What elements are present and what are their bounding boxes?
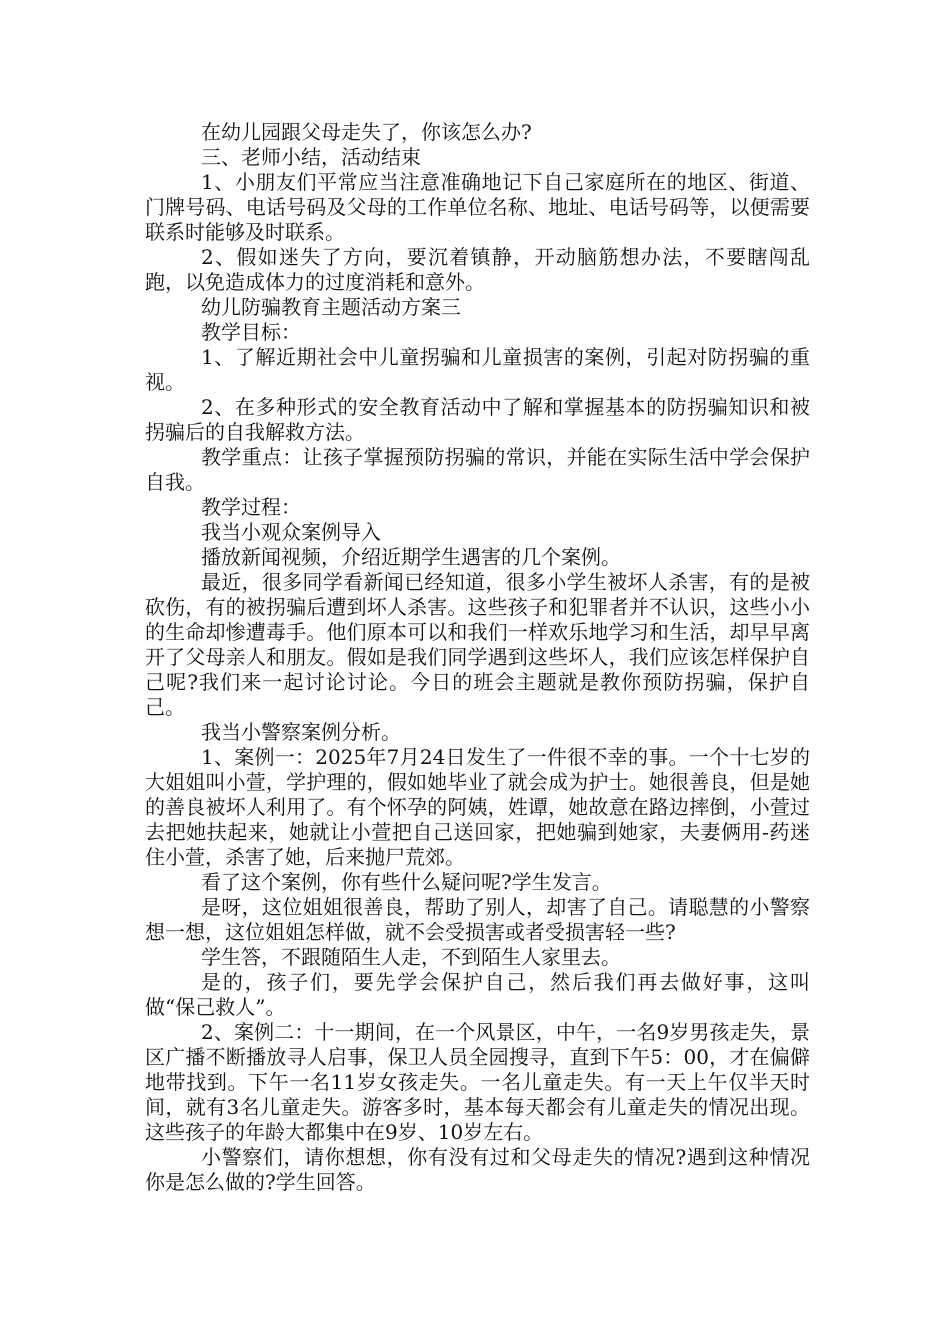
- paragraph-20: 2、案例二：十一期间，在一个风景区，中午，一名9岁男孩走失，景区广播不断播放寻人启事，保卫人员全园搜寻，直到下午5：00，才在偏僻地带找到。下午一名11岁女孩走失。一名儿童走失。有一天上午仅半天时间，就有3名儿童走失。游客多时，基本每天都会有儿童走失的情况出现。这些孩子的年龄大都集中在9岁、10岁左右。: [145, 1020, 810, 1144]
- paragraph-8: 2、在多种形式的安全教育活动中了解和掌握基本的防拐骗知识和被拐骗后的自我解救方法。: [145, 395, 810, 444]
- paragraph-2: 三、老师小结，活动结束: [201, 145, 421, 169]
- paragraph-17: 是呀，这位姐姐很善良，帮助了别人，却害了自己。请聪慧的小警察想一想，这位姐姐怎样做，就不会受损害或者受损害轻一些?: [145, 895, 810, 944]
- document-body: [145, 120, 810, 1195]
- paragraph-13: 最近，很多同学看新闻已经知道，很多小学生被坏人杀害，有的是被砍伤，有的被拐骗后遭到坏人杀害。这些孩子和犯罪者并不认识，这些小小的生命却惨遭毒手。他们原本可以和我们一样欢乐地学习和生活，却早早离开了父母亲人和朋友。假如是我们同学遇到这些坏人，我们应该怎样保护自己呢?我们来一起讨论讨论。今日的班会主题就是教你预防拐骗，保护自己。: [145, 570, 810, 719]
- paragraph-12: 播放新闻视频，介绍近期学生遇害的几个案例。: [201, 545, 621, 569]
- paragraph-9: 教学重点：让孩子掌握预防拐骗的常识，并能在实际生活中学会保护自我。: [145, 445, 810, 494]
- paragraph-18: 学生答，不跟随陌生人走，不到陌生人家里去。: [201, 945, 621, 969]
- paragraph-7: 1、了解近期社会中儿童拐骗和儿童损害的案例，引起对防拐骗的重视。: [145, 345, 810, 394]
- paragraph-15: 1、案例一：2025年7月24日发生了一件很不幸的事。一个十七岁的大姐姐叫小萱，学护理的，假如她毕业了就会成为护士。她很善良，但是她的善良被坏人利用了。有个怀孕的阿姨，姓谭，她故意在路边摔倒，小萱过去把她扶起来，她就让小萱把自己送回家，把她骗到她家，夫妻俩用-药迷住小萱，杀害了她，后来抛尸荒郊。: [145, 745, 810, 869]
- paragraph-16: 看了这个案例，你有些什么疑问呢?学生发言。: [201, 870, 612, 894]
- paragraph-11: 我当小观众案例导入: [201, 520, 381, 544]
- paragraph-19: 是的，孩子们，要先学会保护自己，然后我们再去做好事，这叫做“保己救人”。: [145, 970, 810, 1019]
- paragraph-10: 教学过程：: [201, 495, 301, 519]
- paragraph-14: 我当小警察案例分析。: [201, 720, 401, 744]
- paragraph-4: 2、假如迷失了方向，要沉着镇静，开动脑筋想办法，不要瞎闯乱跑，以免造成体力的过度消耗和意外。: [145, 245, 810, 294]
- paragraph-21: 小警察们，请你想想，你有没有过和父母走失的情况?遇到这种情况你是怎么做的?学生回答。: [145, 1145, 810, 1194]
- section-title: 幼儿防骗教育主题活动方案三: [201, 295, 461, 319]
- paragraph-3: 1、小朋友们平常应当注意准确地记下自己家庭所在的地区、街道、门牌号码、电话号码及父母的工作单位名称、地址、电话号码等，以便需要联系时能够及时联系。: [145, 170, 810, 244]
- paragraph-1: 在幼儿园跟父母走失了，你该怎么办?: [201, 120, 532, 144]
- paragraph-6: 教学目标：: [201, 320, 301, 344]
